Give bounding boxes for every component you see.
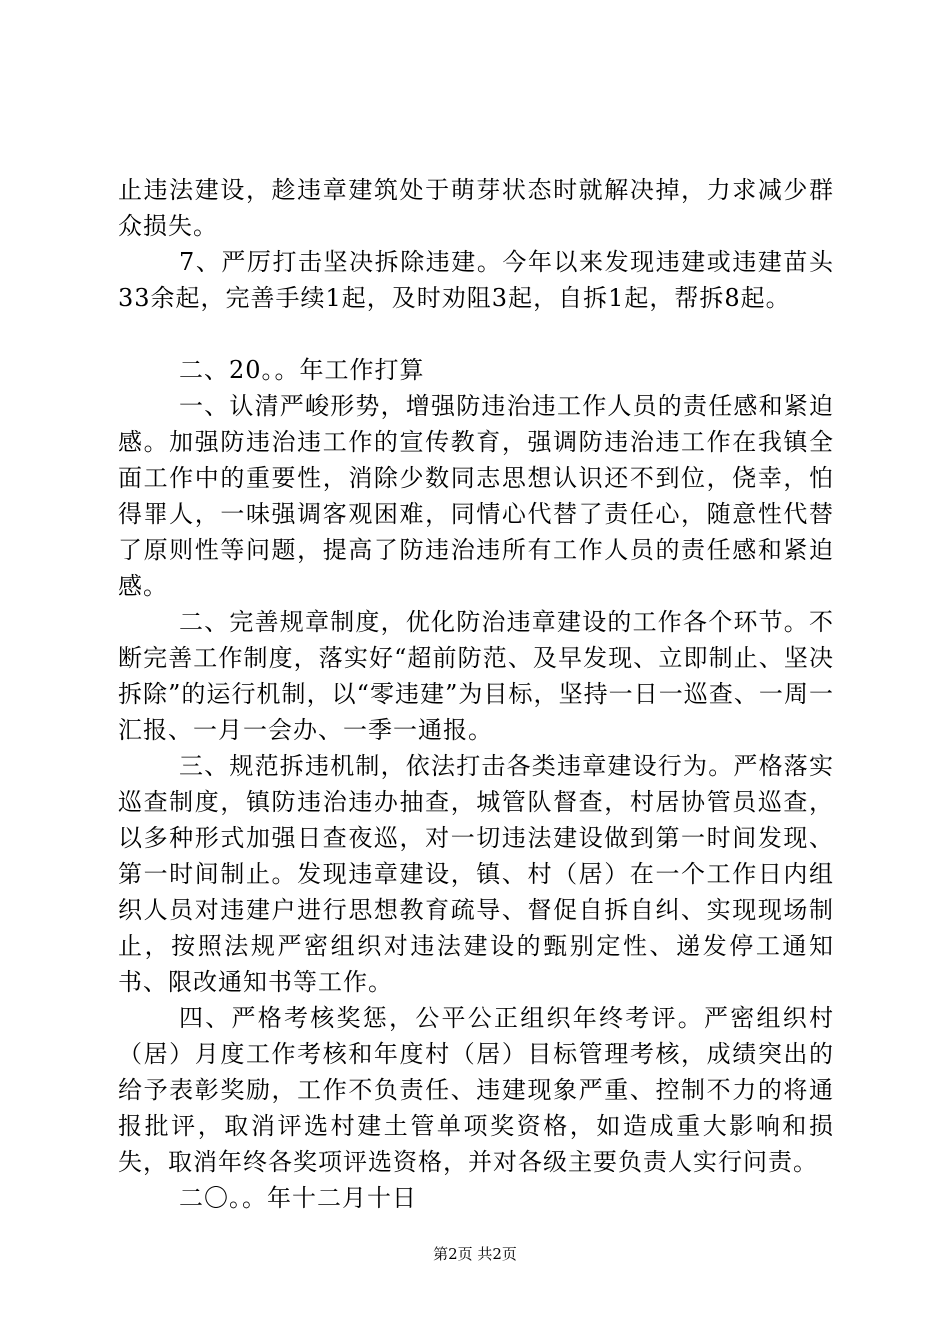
paragraph-plan-4: 四、严格考核奖惩，公平公正组织年终考评。严密组织村（居）月度工作考核和年度村（居）目标管理考核，成绩突出的给予表彰奖励，工作不负责任、违建现象严重、控制不力的将通报批评，取消评选村建土管单项奖资格，如造成重大影响和损失，取消年终各奖项评选资格，并对各级主要负责人实行问责。 [118, 1004, 834, 1176]
paragraph-plan-2: 二、完善规章制度，优化防治违章建设的工作各个环节。不断完善工作制度，落实好“超前防范、及早发现、立即制止、坚决拆除”的运行机制，以“零违建”为目标，坚持一日一巡查、一周一汇报、一月一会办、一季一通报。 [118, 608, 834, 744]
section-heading-work-plan: 二、20。。年工作打算 [179, 356, 425, 384]
document-body [118, 172, 834, 1216]
paragraph-continuation: 止违法建设，趁违章建筑处于萌芽状态时就解决掉，力求减少群众损失。 [118, 176, 834, 240]
page-number-footer: 第2页 共2页 [433, 1245, 517, 1263]
paragraph-item-7: 7、严厉打击坚决拆除违建。今年以来发现违建或违建苗头33余起，完善手续1起，及时劝阻3起，自拆1起，帮拆8起。 [118, 248, 834, 312]
paragraph-plan-3: 三、规范拆违机制，依法打击各类违章建设行为。严格落实巡查制度，镇防违治违办抽查，城管队督查，村居协管员巡查，以多种形式加强日查夜巡，对一切违法建设做到第一时间发现、第一时间制止。发现违章建设，镇、村（居）在一个工作日内组织人员对违建户进行思想教育疏导、督促自拆自纠、实现现场制止，按照法规严密组织对违法建设的甄别定性、递发停工通知书、限改通知书等工作。 [118, 752, 834, 996]
paragraph-plan-1: 一、认清严峻形势，增强防违治违工作人员的责任感和紧迫感。加强防违治违工作的宣传教育，强调防违治违工作在我镇全面工作中的重要性，消除少数同志思想认识还不到位，侥幸，怕得罪人，一味强调客观困难，同情心代替了责任心，随意性代替了原则性等问题，提高了防违治违所有工作人员的责任感和紧迫感。 [118, 392, 834, 600]
document-date: 二〇。。年十二月十日 [179, 1184, 417, 1212]
